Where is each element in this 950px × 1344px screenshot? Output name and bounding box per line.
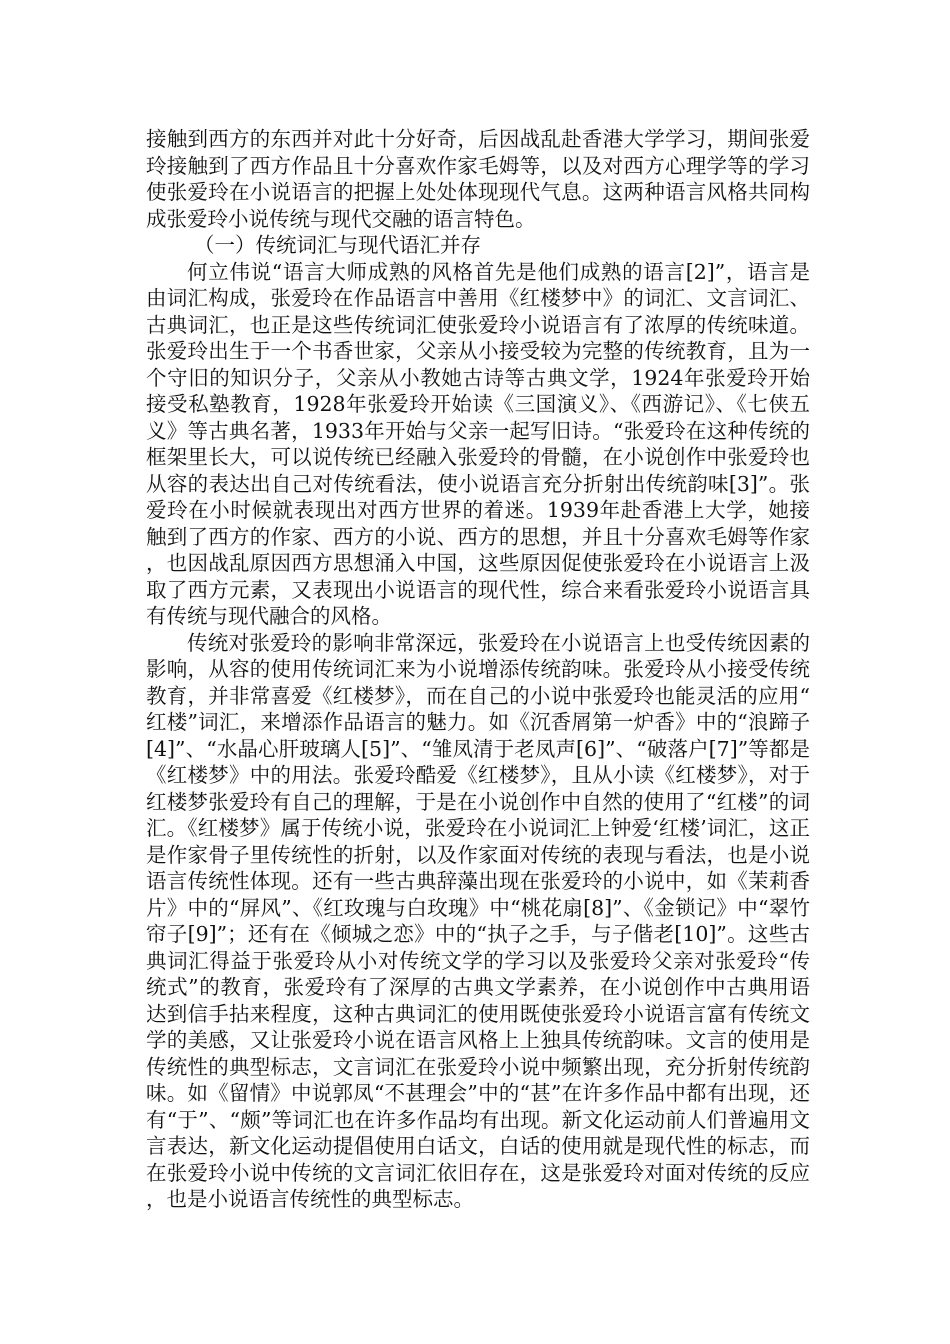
section-heading: （一）传统词汇与现代语汇并存 xyxy=(194,233,481,257)
paragraph-continuation: 接触到西方的东西并对此十分好奇，后因战乱赴香港大学学习，期间张爱玲接触到了西方作品且十分喜欢作家毛姆等，以及对西方心理学等的学习使张爱玲在小说语言的把握上处处体现现代气息。这两种语言风格共同构成张爱玲小说传统与现代交融的语言特色。 xyxy=(146,127,810,231)
document-body xyxy=(146,126,810,1213)
paragraph-tradition: 传统对张爱玲的影响非常深远，张爱玲在小说语言上也受传统因素的影响，从容的使用传统词汇来为小说增添传统韵味。张爱玲从小接受传统教育，并非常喜爱《红楼梦》，而在自己的小说中张爱玲也能灵活的应用“红楼”词汇，来增添作品语言的魅力。如《沉香屑第一炉香》中的“浪蹄子[4]”、“水晶心肝玻璃人[5]”、“雏凤清于老凤声[6]”、“破落户[7]”等都是《红楼梦》中的用法。张爱玲酷爱《红楼梦》，且从小读《红楼梦》，对于红楼梦张爱玲有自己的理解，于是在小说创作中自然的使用了“红楼”的词汇。《红楼梦》属于传统小说，张爱玲在小说词汇上钟爱‘红楼’词汇，这正是作家骨子里传统性的折射，以及作家面对传统的表现与看法，也是小说语言传统性体现。还有一些古典辞藻出现在张爱玲的小说中，如《茉莉香片》中的“屏风”、《红玫瑰与白玫瑰》中“桃花扇[8]”、《金锁记》中“翠竹帘子[9]”；还有在《倾城之恋》中的“执子之手，与子偕老[10]”。这些古典词汇得益于张爱玲从小对传统文学的学习以及张爱玲父亲对张爱玲“传统式”的教育，张爱玲有了深厚的古典文学素养，在小说创作中古典用语达到信手拈来程度，这种古典词汇的使用既使张爱玲小说语言富有传统文学的美感，又让张爱玲小说在语言风格上上独具传统韵味。文言的使用是传统性的典型标志，文言词汇在张爱玲小说中频繁出现，充分折射传统韵味。如《留情》中说郭凤“不甚理会”中的“甚”在许多作品中都有出现，还有“于”、“颇”等词汇也在许多作品均有出现。新文化运动前人们普遍用文言表达，新文化运动提倡使用白话文，白话的使用就是现代性的标志，而在张爱玲小说中传统的文言词汇依旧存在，这是张爱玲对面对传统的反应，也是小说语言传统性的典型标志。 xyxy=(146,630,810,1211)
paragraph-intro: 何立伟说“语言大师成熟的风格首先是他们成熟的语言[2]”，语言是由词汇构成，张爱玲在作品语言中善用《红楼梦中》的词汇、文言词汇、古典词汇，也正是这些传统词汇使张爱玲小说语言有了浓厚的传统味道。张爱玲出生于一个书香世家，父亲从小接受较为完整的传统教育，且为一个守旧的知识分子，父亲从小教她古诗等古典文学，1924年张爱玲开始接受私塾教育，1928年张爱玲开始读《三国演义》、《西游记》、《七侠五义》等古典名著，1933年开始与父亲一起写旧诗。“张爱玲在这种传统的框架里长大，可以说传统已经融入张爱玲的骨髓，在小说创作中张爱玲也从容的表达出自己对传统看法，使小说语言充分折射出传统韵味[3]”。张爱玲在小时候就表现出对西方世界的着迷。1939年赴香港上大学，她接触到了西方的作家、西方的小说、西方的思想，并且十分喜欢毛姆等作家，也因战乱原因西方思想涌入中国，这些原因促使张爱玲在小说语言上汲取了西方元素，又表现出小说语言的现代性，综合来看张爱玲小说语言具有传统与现代融合的风格。 xyxy=(146,259,810,628)
